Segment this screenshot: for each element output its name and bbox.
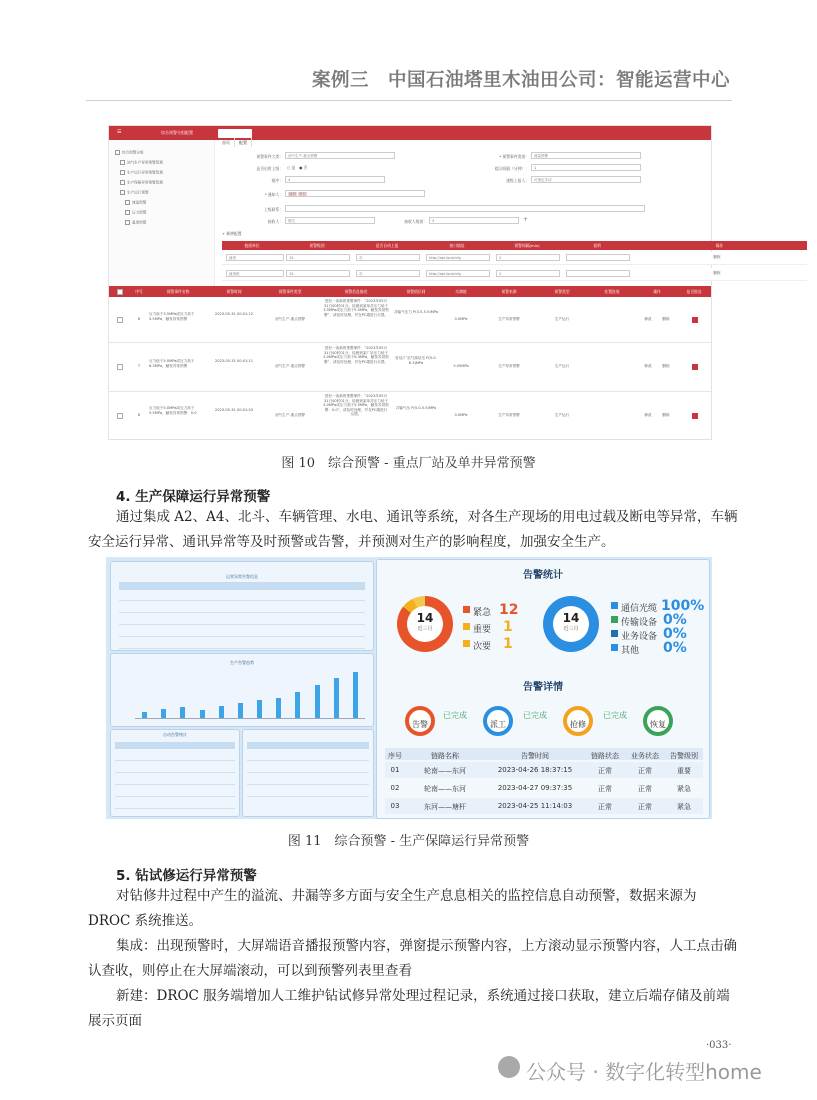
detail-time: 2023-04-27 09:37:35 bbox=[497, 784, 573, 792]
add-icon[interactable]: + bbox=[523, 216, 529, 223]
alert-row bbox=[109, 392, 711, 439]
legend-label: 重要 bbox=[473, 625, 492, 635]
trend-chart-panel bbox=[110, 653, 374, 727]
alert-col-header: 是否推送 bbox=[686, 289, 702, 294]
cfg-level[interactable]: 15 bbox=[286, 270, 350, 277]
report-label: 逐级上报人： bbox=[506, 178, 529, 183]
notify-input[interactable]: 值班 班长 bbox=[285, 190, 425, 197]
step-dispatch-icon: 派工 bbox=[483, 706, 513, 736]
alert-col-header: 处置进展 bbox=[604, 289, 620, 294]
detail-biz-status: 正常 bbox=[638, 785, 652, 793]
legend-value: 0% bbox=[663, 626, 687, 642]
recv-label: 接收人： bbox=[267, 219, 283, 224]
table-row bbox=[247, 788, 369, 797]
row-desc: 您有一条新的预警事件：“2023年05月31日00时01分，检测到某单井压力低于3.5MPa或压力高于5.5MPa，触发异常预警”，请及时处理，并在PC端进行反馈。 bbox=[323, 299, 389, 317]
section-5-title: 5. 钻试修运行异常预警 bbox=[116, 868, 257, 884]
detail-biz-status: 正常 bbox=[638, 767, 652, 775]
legend-value: 1 bbox=[503, 636, 513, 652]
table-row bbox=[115, 764, 235, 773]
notify-label: * 通知人： bbox=[264, 192, 283, 197]
trend-bar bbox=[315, 685, 320, 718]
legend-value: 12 bbox=[499, 602, 519, 618]
legend-swatch bbox=[463, 623, 470, 630]
section-5-paragraph-3: 新建：DROC 服务端增加人工维护钻试修异常处理过程记录，系统通过接口获取，建立后端存储及前端展示页面 bbox=[88, 988, 730, 1029]
select-all-checkbox[interactable] bbox=[117, 289, 123, 295]
edit-link[interactable]: 修改 bbox=[644, 364, 652, 368]
detail-col-header: 告警级别 bbox=[670, 752, 698, 760]
detail-name: 轮南——东河 bbox=[424, 785, 466, 793]
panel-table-header bbox=[115, 742, 235, 749]
table-row bbox=[115, 788, 235, 797]
tree-item[interactable]: 生产保障异常预警管理 bbox=[120, 180, 163, 189]
page-number: ·033· bbox=[706, 1040, 732, 1051]
legend-label: 传输设备 bbox=[621, 618, 658, 628]
auto-alert-panel bbox=[110, 729, 240, 817]
detail-col-header: 链路名称 bbox=[431, 752, 459, 760]
legend-value: 100% bbox=[661, 598, 705, 614]
level-input[interactable] bbox=[285, 205, 645, 212]
detail-biz-status: 正常 bbox=[638, 803, 652, 811]
row-source: 生产异常预警 bbox=[498, 413, 520, 417]
detail-level: 紧急 bbox=[677, 785, 691, 793]
legend-value: 1 bbox=[503, 619, 513, 635]
alert-col-header: 预警事件类型 bbox=[278, 289, 302, 294]
step-repair-icon: 抢修 bbox=[563, 706, 593, 736]
table-row bbox=[119, 640, 365, 649]
type-label: * 预警事件类别： bbox=[499, 154, 529, 159]
add-config-button[interactable]: + 新增配置 bbox=[222, 231, 242, 236]
trend-bar bbox=[276, 698, 281, 718]
row-value: 5.05MPa bbox=[453, 364, 469, 368]
detail-no: 02 bbox=[390, 784, 400, 792]
upper-label: 接收人级别： bbox=[404, 219, 427, 224]
trend-bar bbox=[334, 678, 339, 718]
table-row bbox=[115, 752, 235, 761]
order-label: 排序： bbox=[271, 178, 283, 183]
row-checkbox[interactable] bbox=[117, 413, 123, 419]
detail-time: 2023-04-25 11:14:03 bbox=[497, 802, 573, 810]
alert-stats-panel bbox=[376, 559, 710, 819]
figure-10-screenshot bbox=[108, 125, 724, 440]
chart-title: 生产告警趋势 bbox=[230, 660, 254, 665]
row-time: 2023-05-31 00:01:03 bbox=[214, 408, 254, 412]
legend-swatch bbox=[463, 606, 470, 613]
detail-name: 东河——塘杆 bbox=[424, 803, 466, 811]
alert-col-header: 序号 bbox=[135, 289, 143, 294]
cfg-delete-link[interactable]: 删除 bbox=[713, 271, 721, 275]
cfg-auto[interactable]: 否 bbox=[356, 270, 420, 277]
detail-name: 轮南——东河 bbox=[424, 767, 466, 775]
cfg-col-header: 预警级别 bbox=[309, 243, 325, 248]
cfg-interval[interactable]: 2 bbox=[496, 254, 560, 261]
cfg-note[interactable] bbox=[566, 254, 630, 261]
trend-bar bbox=[200, 710, 205, 718]
detail-col-header: 链路状态 bbox=[591, 752, 619, 760]
step-status: 已完成 bbox=[603, 711, 627, 720]
row-no: 6 bbox=[137, 317, 141, 321]
cfg-col-header: 操作 bbox=[715, 243, 724, 248]
row-value: 0.0MPa bbox=[454, 413, 468, 417]
row-desc: 您有一条新的预警事件：“2023年05月31日00时01分，检测到某单井压力低于5.0MPa或压力高于5.5MPa，触发异常预警：0.0”，请及时处理，并在PC端进行反馈。 bbox=[323, 394, 389, 417]
tree-item[interactable]: 生产运行预警 bbox=[120, 190, 149, 199]
row-range: 首站/厂站气源站压 P(5.0-6.3)MPa bbox=[395, 356, 437, 365]
row-type: 油气生产-重点预警 bbox=[274, 364, 306, 368]
cfg-url[interactable]: http://api.local/cfg bbox=[426, 270, 490, 277]
enabled-label: 是否启用上级： bbox=[256, 166, 283, 171]
trend-bar bbox=[142, 712, 147, 718]
table-row bbox=[247, 752, 369, 761]
row-source: 生产异常预警 bbox=[498, 364, 520, 368]
table-row bbox=[115, 776, 235, 785]
legend-label: 紧急 bbox=[473, 608, 492, 618]
figure-10-caption: 图 10 综合预警 - 重点厂站及单井异常预警 bbox=[281, 456, 536, 471]
detail-time: 2023-04-26 18:37:15 bbox=[497, 766, 573, 774]
tree-item[interactable]: 温度预警 bbox=[125, 220, 146, 229]
legend-swatch bbox=[463, 640, 470, 647]
row-value: 0.0MPa bbox=[454, 317, 468, 321]
header-divider bbox=[86, 100, 732, 101]
enabled-radio-group[interactable]: ○ 是 ● 否 bbox=[287, 165, 308, 170]
level-label: 上级联系： bbox=[264, 207, 283, 212]
table-row bbox=[115, 800, 235, 809]
config-table-header bbox=[222, 241, 807, 250]
figure-11-dashboard bbox=[106, 557, 712, 819]
detail-no: 01 bbox=[390, 766, 400, 774]
detail-col-header: 序号 bbox=[388, 752, 402, 760]
cfg-unit[interactable]: 值班班 bbox=[226, 270, 284, 277]
tree-item[interactable]: 油气生产异常预警管理 bbox=[120, 160, 163, 169]
row-no: 8 bbox=[137, 413, 141, 417]
row-type: 油气生产-重点预警 bbox=[274, 317, 306, 321]
trend-bar bbox=[238, 703, 243, 718]
event-category-input[interactable]: 油气生产-重点预警 bbox=[285, 152, 395, 159]
legend-label: 其他 bbox=[621, 646, 640, 656]
tab-strip bbox=[218, 129, 252, 145]
panel-title: 运营异常告警信息 bbox=[226, 574, 258, 579]
alert-col-header: 预警事件名称 bbox=[166, 289, 190, 294]
trend-bar bbox=[295, 692, 300, 718]
table-row bbox=[119, 616, 365, 625]
alert-col-header: 实测值 bbox=[455, 289, 467, 294]
freq-input[interactable]: 1 bbox=[531, 164, 641, 171]
detail-col-header: 告警时间 bbox=[521, 752, 549, 760]
cfg-note[interactable] bbox=[566, 270, 630, 277]
cfg-level[interactable]: 15 bbox=[286, 254, 350, 261]
row-category: 生产运行 bbox=[554, 317, 570, 321]
edit-link[interactable]: 修改 bbox=[644, 317, 652, 321]
section-4-paragraph: 通过集成 A2、A4、北斗、车辆管理、水电、通讯等系统，对各生产现场的用电过载及断电等异常，车辆安全运行异常、通讯异常等及时预警或告警，并预测对生产的影响程度，加强安全生产。 bbox=[88, 509, 738, 550]
section-5-paragraph-1: 对钻修井过程中产生的溢流、井漏等多方面与安全生产息息相关的监控信息自动预警，数据来源为 DROC 系统推送。 bbox=[88, 888, 697, 929]
table-row bbox=[119, 604, 365, 613]
cfg-col-header: 值班单位 bbox=[244, 243, 260, 248]
row-time: 2023-05-31 00:01:12 bbox=[214, 312, 254, 316]
cfg-col-header: 是否自动上报 bbox=[375, 243, 399, 248]
row-range: 井输气压力 P(3.5-5.5)MPa bbox=[393, 310, 439, 314]
legend-swatch bbox=[611, 616, 618, 623]
figure-11-caption: 图 11 综合预警 - 生产保障运行异常预警 bbox=[287, 834, 530, 849]
detail-col-header: 业务状态 bbox=[631, 752, 659, 760]
step-status: 已完成 bbox=[523, 711, 547, 720]
freq-label: 提示间隔（分钟）： bbox=[494, 166, 529, 171]
panel-title: 自动告警统计 bbox=[163, 732, 187, 737]
type-input[interactable]: 流量预警 bbox=[531, 152, 641, 159]
watermark: 公众号 · 数字化转型home bbox=[526, 1060, 762, 1084]
legend-label: 业务设备 bbox=[621, 632, 658, 642]
step-alert-icon: 告警 bbox=[405, 706, 435, 736]
trend-bar bbox=[257, 700, 262, 718]
wechat-icon bbox=[498, 1056, 520, 1078]
trend-bar bbox=[161, 709, 166, 718]
event-category-label: 预警事件大类： bbox=[256, 154, 283, 159]
row-time: 2023-05-31 00:01:11 bbox=[214, 359, 254, 363]
config-row bbox=[222, 268, 807, 281]
row-name: 压力低于5.0MPa或压力高于5.5MPa，触发异常预警：0.0 bbox=[149, 406, 197, 415]
severity-donut-center: 14 近三月 bbox=[407, 606, 443, 642]
detail-link-status: 正常 bbox=[598, 803, 612, 811]
config-row bbox=[222, 252, 807, 265]
trend-bars bbox=[135, 668, 365, 719]
row-name: 压力低于3.5MPa或压力高于5.5MPa，触发异常预警 bbox=[149, 312, 195, 321]
config-tree bbox=[109, 140, 215, 286]
row-desc: 您有一条新的预警事件：“2023年05月31日00时01分，检测到某厂站压力低于5.0MPa或压力高于6.3MPa，触发异常预警”，请及时处理，并在PC端进行反馈。 bbox=[323, 346, 389, 364]
tree-item[interactable]: 生产运行异常预警管理 bbox=[120, 170, 163, 179]
top-bar bbox=[214, 126, 711, 140]
edit-link[interactable]: 修改 bbox=[644, 413, 652, 417]
push-checkbox[interactable] bbox=[692, 364, 698, 370]
trend-bar bbox=[219, 706, 224, 718]
detail-level: 重要 bbox=[677, 767, 691, 775]
menu-icon[interactable]: ☰ bbox=[117, 129, 122, 135]
detail-link-status: 正常 bbox=[598, 767, 612, 775]
detail-link-status: 正常 bbox=[598, 785, 612, 793]
tab-home[interactable]: 首页 bbox=[218, 138, 235, 147]
table-row bbox=[119, 592, 365, 601]
delete-link[interactable]: 删除 bbox=[662, 364, 670, 368]
row-range: 井输气压 P(5.0-5.5)MPa bbox=[395, 406, 437, 410]
cfg-url[interactable]: http://api.local/cfg bbox=[426, 254, 490, 261]
detail-no: 03 bbox=[390, 802, 400, 810]
alert-col-header: 预警值区间 bbox=[406, 289, 426, 294]
sidebar-title: 综合预警分组配置 bbox=[161, 130, 193, 135]
legend-label: 通信光缆 bbox=[621, 604, 658, 614]
push-checkbox[interactable] bbox=[692, 317, 698, 323]
tree-item[interactable]: 流量预警 bbox=[125, 200, 146, 209]
cfg-col-header: 接口地址 bbox=[449, 243, 465, 248]
cfg-interval[interactable]: 2 bbox=[496, 270, 560, 277]
report-input[interactable]: 可指定手动 bbox=[531, 176, 641, 183]
row-category: 生产运行 bbox=[554, 413, 570, 417]
legend-swatch bbox=[611, 644, 618, 651]
alert-info-panel bbox=[110, 561, 374, 651]
tree-item[interactable]: 综合预警分组 bbox=[115, 150, 144, 159]
alert-col-header: 预警时间 bbox=[226, 289, 242, 294]
table-row bbox=[119, 628, 365, 637]
cfg-unit[interactable]: 值班 bbox=[226, 254, 284, 261]
cfg-col-header: 说明 bbox=[593, 243, 601, 248]
legend-swatch bbox=[611, 630, 618, 637]
tree-item[interactable]: 压力预警 bbox=[125, 210, 146, 219]
step-recover-icon: 恢复 bbox=[643, 706, 673, 736]
alert-col-header: 预警来源 bbox=[501, 289, 517, 294]
trend-bar bbox=[180, 707, 185, 718]
panel-table-header bbox=[247, 742, 369, 749]
cfg-auto[interactable]: 否 bbox=[356, 254, 420, 261]
detail-title: 告警详情 bbox=[523, 682, 563, 693]
row-source: 生产异常预警 bbox=[498, 317, 520, 321]
section-4-title: 4. 生产保障运行异常预警 bbox=[116, 489, 271, 505]
step-status: 已完成 bbox=[443, 711, 467, 720]
panel-table-header bbox=[119, 582, 365, 590]
legend-value: 0% bbox=[663, 640, 687, 656]
push-checkbox[interactable] bbox=[692, 413, 698, 419]
row-no: 7 bbox=[137, 364, 141, 368]
legend-label: 次要 bbox=[473, 642, 492, 652]
table-row bbox=[247, 764, 369, 773]
stats-title: 告警统计 bbox=[523, 570, 563, 581]
row-type: 油气生产-重点预警 bbox=[274, 413, 306, 417]
trend-bar bbox=[353, 672, 358, 718]
row-name: 压力低于5.0MPa或压力高于6.3MPa，触发异常预警 bbox=[149, 359, 195, 368]
section-5-paragraph-2: 集成：出现预警时，大屏端语音播报预警内容，弹窗提示预警内容，上方滚动显示预警内容，人工点击确认查收，则停止在大屏端滚动，可以到预警列表里查看 bbox=[88, 938, 737, 979]
tab-config[interactable]: 配置 bbox=[235, 138, 252, 147]
upper-input[interactable]: 3 bbox=[429, 217, 519, 224]
alert-row bbox=[109, 297, 711, 343]
detail-level: 紧急 bbox=[677, 803, 691, 811]
alert-col-header: 操作 bbox=[653, 289, 661, 294]
alert-col-header: 预警类型 bbox=[554, 289, 570, 294]
legend-swatch bbox=[611, 602, 618, 609]
recv-input[interactable]: 网关 bbox=[285, 217, 375, 224]
row-category: 生产运行 bbox=[554, 364, 570, 368]
alert-col-header: 预警信息描述 bbox=[344, 289, 368, 294]
right-sub-panel bbox=[242, 729, 374, 817]
row-checkbox[interactable] bbox=[117, 317, 123, 323]
order-input[interactable]: 4 bbox=[285, 176, 385, 183]
running-header: 案例三 中国石油塔里木油田公司：智能运营中心 bbox=[311, 70, 730, 91]
delete-link[interactable]: 删除 bbox=[662, 413, 670, 417]
cfg-col-header: 预警间隔(min) bbox=[514, 243, 540, 248]
alert-table-header bbox=[109, 286, 711, 297]
delete-link[interactable]: 删除 bbox=[662, 317, 670, 321]
table-row bbox=[247, 776, 369, 785]
category-donut-center: 14 近三月 bbox=[553, 606, 589, 642]
alert-row bbox=[109, 343, 711, 392]
row-checkbox[interactable] bbox=[117, 364, 123, 370]
legend-value: 0% bbox=[663, 612, 687, 628]
cfg-delete-link[interactable]: 删除 bbox=[713, 255, 721, 259]
